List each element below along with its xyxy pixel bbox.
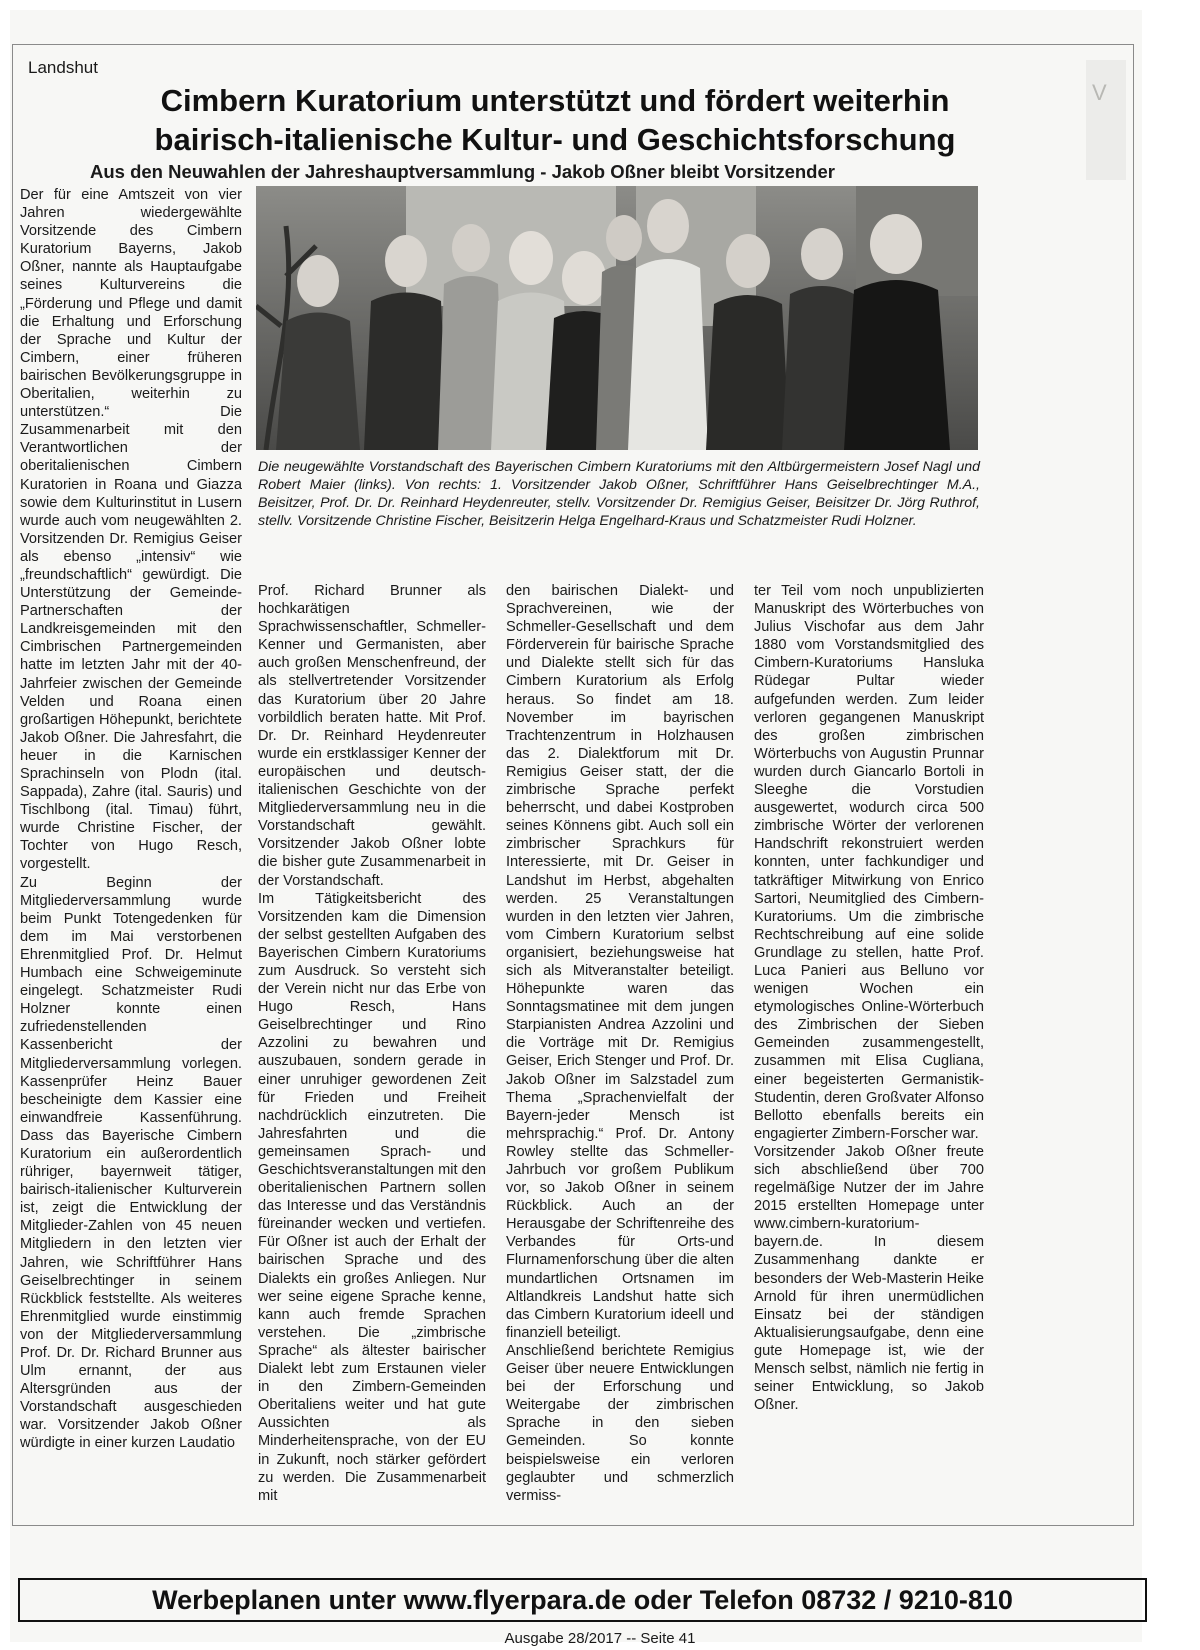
headline-line-1: Cimbern Kuratorium unterstützt und fördert weiterhin [160, 83, 950, 118]
article-column-1 [20, 186, 242, 1453]
article-column-3 [506, 582, 734, 1505]
issue-page-number: Ausgabe 28/2017 -- Seite 41 [504, 1630, 696, 1647]
locality-label: Landshut [28, 58, 98, 77]
paragraph: Anschließend berichtete Remigius Geiser über neuere Entwicklungen bei der Erforschung und Weitergabe der zimbrischen Sprache in den sieben Gemeinden. So konnte beispielsweise ein verloren geglaubter und schmerzlich vermiss- [506, 1342, 734, 1504]
advertisement-banner: Werbeplanen unter www.flyerpara.de oder Telefon 08732 / 9210-810 [18, 1578, 1147, 1622]
paragraph: Der für eine Amtszeit von vier Jahren wiedergewählte Vorsitzende des Cimbern Kuratorium Bayerns, Jakob Oßner, nannte als Hauptaufgabe seines Kulturvereins die „Förderung und Pflege und damit die Erhaltung und Erforschung der Sprache und Kultur der Cimbern, einer früheren bairischen Bevölkerungsgruppe in Oberitalien, weiterhin zu unterstützen.“ Die Zusammenarbeit mit den Verantwortlichen der oberitalienischen Cimbern Kuratorien in Roana und Giazza sowie dem Kulturinstitut in Lusern wurde auch vom neugewählten 2. Vorsitzenden Dr. Remigius Geiser als ebenso „intensiv“ wie „freundschaftlich“ gewürdigt. Die Unterstützung der Gemeinde-Partnerschaften der Landkreisgemeinden mit den Cimbrischen Partnergemeinden hatte im letzten Jahr mit der 40-Jahrfeier zwischen der Gemeinde Velden und Roana einen großartigen Höhepunkt, berichtete Jakob Oßner. Die Jahresfahrt, die heuer in die Karnischen Sprachinseln von Plodn (ital. Sappada), Zahre (ital. Sauris) und Tischlbong (ital. Timau) führt, wurde Christine Fischer, der Tochter von Hugo Resch, vorgestellt. [20, 187, 242, 873]
subheadline: Aus den Neuwahlen der Jahreshauptversammlung - Jakob Oßner bleibt Vorsitzender [90, 161, 835, 182]
paragraph: Vorsitzender Jakob Oßner freute sich abschließend über 700 regelmäßige Nutzer der im Jahre 2015 erstellten Homepage unter www.cimbern-kuratorium-bayern.de. In diesem Zusammenhang dankte er besonders der Web-Masterin Heike Arnold für ihren unermüdlichen Einsatz bei der ständigen Aktualisierungsaufgabe, denn eine gute Homepage ist, wie der Mensch selbst, nämlich nie fertig in seiner Entwicklung, so Jakob Oßner. [754, 1143, 984, 1414]
adjacent-page-fragment [1086, 60, 1126, 180]
paragraph: ter Teil vom noch unpublizierten Manuskript des Wörterbuches von Julius Vischofar aus dem Jahr 1880 vom Vorstandsmitglied des Cimbern-Kuratoriums Hansluka Rüdegar Pultar wieder aufgefunden werden. Zum leider verloren gegangenen Manuskript des großen zimbrischen Wörterbuchs von Augustin Prunnar wurden durch Giancarlo Bortoli in Sleeghe die Vorstudien ausgewertet, wodurch circa 500 zimbrische Wörter der verlorenen Handschrift rekonstruiert werden konnten, unter fachkundiger und tatkräftiger Mitwirkung von Enrico Sartori, Neumitglied des Cimbern-Kuratoriums. Um die zimbrische Rechtschreibung auf eine solide Grundlage zu stellen, hatte Prof. Luca Panieri aus Belluno vor wenigen Wochen ein etymologisches Online-Wörterbuch des Zimbrischen der Sieben Gemeinden zusammengestellt, zusammen mit Elisa Cugliana, einer begeisterten Germanistik-Studentin, deren Großvater Alfonso Bellotto ebenfalls bereits ein engagierter Zimbern-Forscher war. [754, 583, 984, 1142]
article-column-2 [258, 582, 486, 1505]
article-column-4 [754, 582, 984, 1414]
headline-line-2: bairisch-italienische Kultur- und Geschichtsforschung [154, 122, 956, 157]
paragraph: Im Tätigkeitsbericht des Vorsitzenden kam die Dimension der selbst gestellten Aufgaben des Bayerischen Cimbern Kuratoriums zum Ausdruck. So versteht sich der Verein nicht nur das Erbe von Hugo Resch, Hans Geiselbrechtinger und Rino Azzolini zu bewahren und auszubauen, sondern gerade in einer unruhiger gewordenen Zeit für Frieden und Freiheit nachdrücklich einzutreten. Die Jahresfahrten und die gemeinsamen Sprach- und Geschichtsveranstaltungen mit den oberitalienischen Partnern sollen das Interesse und das Verständnis füreinander wecken und vertiefen. Für Oßner ist auch der Erhalt der bairischen Sprache und des Dialekts ein großes Anliegen. Nur wer seine eigene Sprache kenne, kann auch fremde Sprachen verstehen. Die „zimbrische Sprache“ als ältester bairischer Dialekt lebt zum Erstaunen vieler in den Zimbern-Gemeinden Oberitaliens weiter und hat gute Aussichten als Minderheitensprache, von der EU in Zukunft, noch stärker gefördert zu werden. Die Zusammenarbeit mit [258, 890, 486, 1504]
group-photo [256, 186, 978, 450]
paragraph: den bairischen Dialekt- und Sprachvereinen, wie der Schmeller-Gesellschaft und dem Förderverein für bairische Sprache und Dialekte stellt sich für das Cimbern Kuratorium als Erfolg heraus. So findet am 18. November im bayrischen Trachtenzentrum in Holzhausen das 2. Dialektforum mit Dr. Remigius Geiser statt, der die zimbrische Sprache perfekt beherrscht, und dabei Kostproben seines Könnens gibt. Auch soll ein zimbrischer Sprachkurs für Interessierte, mit Dr. Geiser in Landshut im Herbst, abgehalten werden. 25 Veranstaltungen wurden in den letzten vier Jahren, vom Cimbern Kuratorium selbst organisiert, beziehungsweise hat sich als Mitveranstalter beteiligt. Höhepunkte waren das Sonntagsmatinee mit dem jungen Starpianisten Andrea Azzolini und die Vorträge mit Dr. Remigius Geiser, Erich Stenger und Prof. Dr. Jakob Oßner im Salzstadel zum Thema „Sprachenvielfalt der Bayern-jeder Mensch ist mehrsprachig.“ Prof. Dr. Antony Rowley stellte das Schmeller-Jahrbuch vor großem Publikum vor, so Jakob Oßner in seinem Rückblick. Auch an der Herausgabe der Schriftenreihe des Verbandes für Orts-und Flurnamenforschung über die alten mundartlichen Ortsnamen im Altlandkreis Landshut hatte sich das Cimbern Kuratorium ideell und finanziell beteiligt. [506, 583, 734, 1341]
paragraph: Zu Beginn der Mitgliederversammlung wurde beim Punkt Totengedenken für dem im Mai verstorbenen Ehrenmitglied Prof. Dr. Helmut Humbach eine Schweigeminute eingelegt. Schatzmeister Rudi Holzner konnte einen zufriedenstellenden Kassenbericht der Mitgliederversammlung vorlegen. Kassenprüfer Heinz Bauer bescheinigte dem Kassier eine einwandfreie Kassenführung. Dass das Bayerische Cimbern Kuratorium ein außerordentlich rühriger, bayernweit tätiger, bairisch-italienischer Kulturverein ist, zeigt die Entwicklung der Mitglieder-Zahlen von 45 neuen Mitgliedern in den letzten vier Jahren, wie Schriftführer Hans Geiselbrechtinger in seinem Rückblick feststellte. Als weiteres Ehrenmitglied wurde einstimmig von der Mitgliederversammlung Prof. Dr. Dr. Richard Brunner aus Ulm ernannt, der aus Altersgründen aus der Vorstandschaft ausgeschieden war. Vorsitzender Jakob Oßner würdigte in einer kurzen Laudatio [20, 874, 242, 1452]
svg-text:V: V [1092, 80, 1107, 105]
photo-caption: Die neugewählte Vorstandschaft des Bayerischen Cimbern Kuratoriums mit den Altbürgermeistern Josef Nagl und Robert Maier (links). Von rechts: 1. Vorsitzender Jakob Oßner, Schriftführer Hans Geiselbrechtinger M.A., Beisitzer, Prof. Dr. Dr. Reinhard Heydenreuter, stellv. Vorsitzender Dr. Remigius Geiser, Beisitzer Dr. Jörg Ruthrof, stellv. Vorsitzende Christine Fischer, Beisitzerin Helga Engelhard-Kraus und Schatzmeister Rudi Holzner. [258, 459, 980, 529]
group-photo-illustration [256, 186, 978, 450]
paragraph: Prof. Richard Brunner als hochkarätigen Sprachwissenschaftler, Schmeller-Kenner und Germanisten, aber auch großen Menschenfreund, der als stellvertretender Vorsitzender das Kuratorium über 20 Jahre vorbildlich beraten hatte. Mit Prof. Dr. Dr. Reinhard Heydenreuter wurde ein erstklassiger Kenner der europäischen und deutsch-italienischen Geschichte von der Mitgliederversammlung neu in die Vorstandschaft gewählt. Vorsitzender Jakob Oßner lobte die bisher gute Zusammenarbeit in der Vorstandschaft. [258, 583, 486, 889]
